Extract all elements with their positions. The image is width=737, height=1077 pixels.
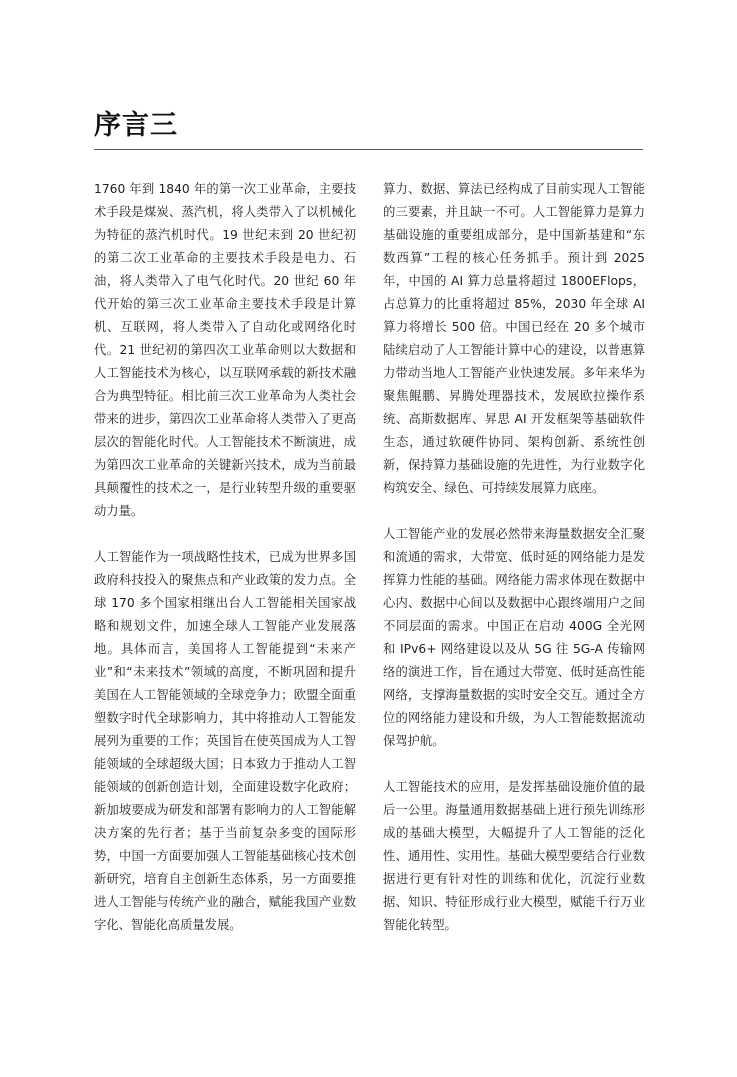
page-title: 序言三 [94,110,178,141]
left-column [94,178,356,960]
paragraph-industrial-revolutions: 1760 年到 1840 年的第一次工业革命，主要技术手段是煤炭、蒸汽机，将人类带入了以机械化为特征的蒸汽机时代。19 世纪末到 20 世纪初的第二次工业革命的主要技术手段是电力、石油，将人类带入了电气化时代。20 世纪 60 年代开始的第三次工业革命主要技术手段是计算机、互联网，将人类带入了自动化或网络化时代。21 世纪初的第四次工业革命则以大数据和人工智能技术为核心，以互联网承载的新技术融合为典型特征。相比前三次工业革命为人类社会带来的进步，第四次工业革命将人类带入了更高层次的智能化时代。人工智能技术不断演进，成为第四次工业革命的关键新兴技术，成为当前最具颠覆性的技术之一，是行业转型升级的重要驱动力量。 [94,182,356,518]
paragraph-ai-application: 人工智能技术的应用，是发挥基础设施价值的最后一公里。海量通用数据基础上进行预先训练形成的基础大模型，大幅提升了人工智能的泛化性、通用性、实用性。基础大模型要结合行业数据进行更有针对性的训练和优化，沉淀行业数据、知识、特征形成行业大模型，赋能千行万业智能化转型。 [383,780,645,932]
paragraph-ai-national-strategies: 人工智能作为一项战略性技术，已成为世界多国政府科技投入的聚焦点和产业政策的发力点。全球 170 多个国家相继出台人工智能相关国家战略和规划文件，加速全球人工智能产业发展落地。具体而言，美国将人工智能提到“未来产业”和“未来技术”领域的高度，不断巩固和提升美国在人工智能领域的全球竞争力；欧盟全面重塑数字时代全球影响力，其中将推动人工智能发展列为重要的工作；英国旨在使英国成为人工智能领域的全球超级大国；日本致力于推动人工智能领域的创新创造计划，全面建设数字化政府；新加坡要成为研发和部署有影响力的人工智能解决方案的先行者；基于当前复杂多变的国际形势，中国一方面要加强人工智能基础核心技术创新研究，培育自主创新生态体系，另一方面要推进人工智能与传统产业的融合，赋能我国产业数字化、智能化高质量发展。 [94,550,356,932]
paragraph-computing-power: 算力、数据、算法已经构成了目前实现人工智能的三要素，并且缺一不可。人工智能算力是算力基础设施的重要组成部分，是中国新基建和“东数西算”工程的核心任务抓手。预计到 2025 年，中国的 AI 算力总量将超过 1800EFlops，占总算力的比重将超过 85%，2030 年全球 AI 算力将增长 500 倍。中国已经在 20 多个城市陆续启动了人工智能计算中心的建设，以普惠算力带动当地人工智能产业快速发展。多年来华为聚焦鲲鹏、昇腾处理器技术，发展欧拉操作系统、高斯数据库、昇思 AI 开发框架等基础软件生态，通过软硬件协同、架构创新、系统性创新，保持算力基础设施的先进性，为行业数字化构筑安全、绿色、可持续发展算力底座。 [383,182,645,495]
paragraph-network-capability: 人工智能产业的发展必然带来海量数据安全汇聚和流通的需求，大带宽、低时延的网络能力是发挥算力性能的基础。网络能力需求体现在数据中心内、数据中心间以及数据中心跟终端用户之间不同层面的需求。中国正在启动 400G 全光网和 IPv6+ 网络建设以及从 5G 往 5G-A 传输网络的演进工作，旨在通过大带宽、低时延高性能网络，支撑海量数据的实时安全交互。通过全方位的网络能力建设和升级，为人工智能数据流动保驾护航。 [383,527,645,748]
right-column [383,178,645,960]
title-divider [94,149,643,150]
